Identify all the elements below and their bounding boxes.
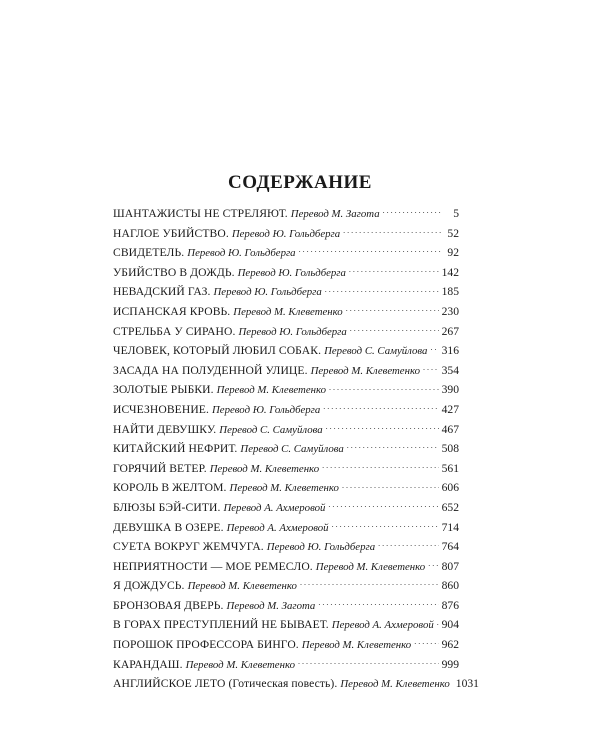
entry-page-number: 876 — [441, 598, 459, 612]
entry-page-number: 999 — [441, 657, 459, 671]
entry-title — [113, 674, 337, 694]
dot-leader — [342, 482, 439, 494]
entry-title — [113, 518, 224, 538]
entry-page-number: 1031 — [455, 677, 479, 691]
entry-title — [113, 596, 224, 616]
entry-title-text: АНГЛИЙСКОЕ ЛЕТО — [113, 677, 226, 691]
dot-leader — [300, 580, 439, 592]
entry-title-text: ЗОЛОТЫЕ РЫБКИ. — [113, 383, 214, 397]
dot-leader — [423, 365, 439, 377]
dot-leader — [332, 521, 439, 533]
entry-title-text: ЗАСАДА НА ПОЛУДЕННОЙ УЛИЦЕ. — [113, 363, 308, 377]
entry-page-number: 5 — [453, 207, 459, 220]
entry-title — [113, 400, 209, 420]
entry-page-number: 962 — [441, 638, 459, 652]
toc-entry — [113, 204, 459, 224]
entry-title — [113, 420, 216, 440]
dot-leader — [318, 600, 438, 612]
entry-title — [113, 380, 214, 400]
dot-leader — [437, 619, 439, 631]
entry-title-text: КИТАЙСКИЙ НЕФРИТ. — [113, 442, 238, 456]
entry-title — [113, 204, 288, 224]
entry-title — [113, 459, 207, 479]
toc-entry — [113, 302, 459, 322]
entry-translator: Перевод Ю. Гольдберга — [231, 227, 341, 240]
toc-entry — [113, 655, 459, 675]
entry-translator: Перевод Ю. Гольдберга — [237, 266, 346, 279]
entry-title — [113, 615, 329, 635]
toc-entry — [113, 674, 479, 694]
entry-page-number: 561 — [441, 461, 459, 475]
entry-title — [113, 635, 299, 655]
entry-title — [113, 537, 264, 557]
toc-entry — [113, 518, 459, 538]
entry-title — [113, 263, 235, 283]
toc-entry — [113, 478, 459, 498]
entry-translator: Перевод М. Клеветенко — [301, 639, 412, 652]
toc-entry — [113, 635, 459, 655]
dot-leader — [325, 286, 439, 298]
entry-translator: Перевод Ю. Гольдберга — [213, 286, 322, 299]
entry-translator: Перевод А. Ахмеровой — [223, 501, 326, 514]
entry-title-text: КОРОЛЬ В ЖЕЛТОМ. — [113, 481, 227, 495]
entry-title-text: Я ДОЖДУСЬ. — [113, 579, 185, 593]
toc-entry — [113, 557, 459, 577]
entry-page-number: 185 — [441, 285, 459, 299]
toc-entry — [113, 596, 459, 616]
dot-leader — [430, 345, 438, 357]
entry-title — [113, 302, 230, 322]
entry-title-text: ПОРОШОК ПРОФЕССОРА БИНГО. — [113, 638, 299, 652]
entry-title-text: ЧЕЛОВЕК, КОТОРЫЙ ЛЮБИЛ СОБАК. — [113, 344, 322, 358]
entry-page-number: 52 — [447, 226, 459, 240]
entry-translator: Перевод М. Клеветенко — [229, 482, 339, 495]
entry-page-number: 354 — [441, 363, 459, 377]
dot-leader — [346, 306, 439, 318]
table-of-contents — [113, 204, 479, 694]
entry-title — [113, 282, 210, 302]
entry-page-number: 714 — [441, 520, 459, 534]
toc-entry — [113, 322, 459, 342]
entry-page-number: 316 — [441, 344, 459, 358]
entry-title — [113, 439, 237, 459]
entry-translator: Перевод М. Клеветенко — [187, 580, 297, 593]
entry-page-number: 467 — [441, 422, 459, 436]
dot-leader — [428, 560, 438, 572]
entry-title-text: УБИЙСТВО В ДОЖДЬ. — [113, 265, 235, 279]
toc-entry — [113, 282, 459, 302]
toc-entry — [113, 439, 459, 459]
entry-title-text: НАЙТИ ДЕВУШКУ. — [113, 422, 217, 436]
toc-entry — [113, 224, 459, 244]
dot-leader — [378, 541, 439, 553]
entry-page-number: 390 — [441, 383, 459, 397]
entry-translator: Перевод С. Самуйлова — [240, 443, 344, 456]
entry-translator: Перевод М. Клеветенко — [315, 560, 426, 573]
entry-title-text: НЕПРИЯТНОСТИ — МОЕ РЕМЕСЛО. — [113, 559, 313, 573]
toc-entry — [113, 498, 459, 518]
entry-title-text: ГОРЯЧИЙ ВЕТЕР. — [113, 461, 207, 475]
dot-leader — [326, 423, 439, 435]
entry-title — [113, 576, 185, 596]
dot-leader — [349, 267, 439, 279]
dot-leader — [350, 325, 439, 337]
entry-title-text: В ГОРАХ ПРЕСТУПЛЕНИЙ НЕ БЫВАЕТ. — [113, 618, 329, 632]
page-title: СОДЕРЖАНИЕ — [228, 172, 372, 193]
entry-title — [113, 498, 220, 518]
toc-entry — [113, 341, 459, 361]
toc-entry — [113, 361, 459, 381]
entry-title — [113, 224, 229, 244]
entry-page-number: 764 — [441, 540, 459, 554]
entry-page-number: 807 — [441, 559, 459, 573]
entry-page-number: 652 — [441, 500, 459, 514]
entry-title — [113, 478, 227, 498]
dot-leader — [299, 247, 442, 259]
toc-entry — [113, 459, 459, 479]
toc-entry — [113, 243, 459, 263]
dot-leader — [343, 227, 442, 239]
dot-leader — [298, 658, 439, 670]
dot-leader — [329, 384, 439, 396]
entry-translator: Перевод М. Загота — [226, 599, 316, 612]
dot-leader — [328, 502, 438, 514]
entry-translator: Перевод М. Клеветенко — [340, 678, 450, 691]
toc-entry — [113, 263, 459, 283]
entry-title — [113, 557, 313, 577]
entry-title-text: ИСЧЕЗНОВЕНИЕ. — [113, 402, 209, 416]
entry-translator: Перевод М. Клеветенко — [310, 364, 420, 377]
entry-translator: Перевод М. Клеветенко — [185, 658, 295, 671]
entry-translator: Перевод М. Клеветенко — [233, 305, 343, 318]
entry-page-number: 267 — [441, 324, 459, 338]
entry-translator: Перевод Ю. Гольдберга — [187, 247, 296, 260]
entry-page-number: 606 — [441, 481, 459, 495]
entry-page-number: 508 — [441, 442, 459, 456]
entry-page-number: 427 — [441, 402, 459, 416]
entry-translator: Перевод Ю. Гольдберга — [238, 325, 347, 338]
entry-page-number: 92 — [447, 246, 459, 260]
entry-page-number: 142 — [441, 265, 459, 279]
entry-title — [113, 361, 308, 381]
entry-translator: Перевод А. Ахмеровой — [331, 619, 434, 632]
entry-title — [113, 322, 235, 342]
toc-entry — [113, 400, 459, 420]
dot-leader — [323, 404, 438, 416]
entry-title-text: ДЕВУШКА В ОЗЕРЕ. — [113, 520, 224, 534]
entry-translator: Перевод М. Клеветенко — [209, 462, 320, 475]
entry-page-number: 904 — [441, 618, 459, 632]
dot-leader — [322, 463, 439, 475]
entry-title — [113, 243, 184, 263]
toc-entry — [113, 615, 459, 635]
entry-title-note: (Готическая повесть). — [228, 677, 338, 691]
entry-title-text: СТРЕЛЬБА У СИРАНО. — [113, 324, 236, 338]
entry-translator: Перевод С. Самуйлова — [324, 345, 428, 358]
entry-translator: Перевод М. Клеветенко — [216, 384, 327, 397]
entry-title-text: КАРАНДАШ. — [113, 657, 183, 671]
entry-title-text: СУЕТА ВОКРУГ ЖЕМЧУГА. — [113, 540, 264, 554]
entry-translator: Перевод Ю. Гольдберга — [211, 403, 321, 416]
entry-title — [113, 655, 183, 675]
entry-translator: Перевод М. Загота — [290, 208, 380, 220]
entry-page-number: 230 — [441, 304, 459, 318]
toc-entry — [113, 537, 459, 557]
entry-title-text: НЕВАДСКИЙ ГАЗ. — [113, 285, 211, 299]
toc-entry — [113, 576, 459, 596]
dot-leader — [383, 208, 442, 220]
entry-title-text: БРОНЗОВАЯ ДВЕРЬ. — [113, 598, 224, 612]
entry-translator: Перевод А. Ахмеровой — [226, 521, 329, 534]
dot-leader — [414, 639, 438, 651]
dot-leader — [347, 443, 439, 455]
entry-title-text: СВИДЕТЕЛЬ. — [113, 246, 185, 260]
entry-title — [113, 341, 321, 361]
entry-title-text: ИСПАНСКАЯ КРОВЬ. — [113, 304, 231, 318]
entry-translator: Перевод Ю. Гольдберга — [266, 541, 376, 554]
entry-title-text: БЛЮЗЫ БЭЙ-СИТИ. — [113, 500, 221, 514]
entry-page-number: 860 — [441, 579, 459, 593]
entry-title-text: НАГЛОЕ УБИЙСТВО. — [113, 226, 229, 240]
entry-translator: Перевод С. Самуйлова — [219, 423, 323, 436]
entry-title-text: ШАНТАЖИСТЫ НЕ СТРЕЛЯЮТ. — [113, 207, 288, 220]
toc-entry — [113, 380, 459, 400]
toc-entry — [113, 420, 459, 440]
